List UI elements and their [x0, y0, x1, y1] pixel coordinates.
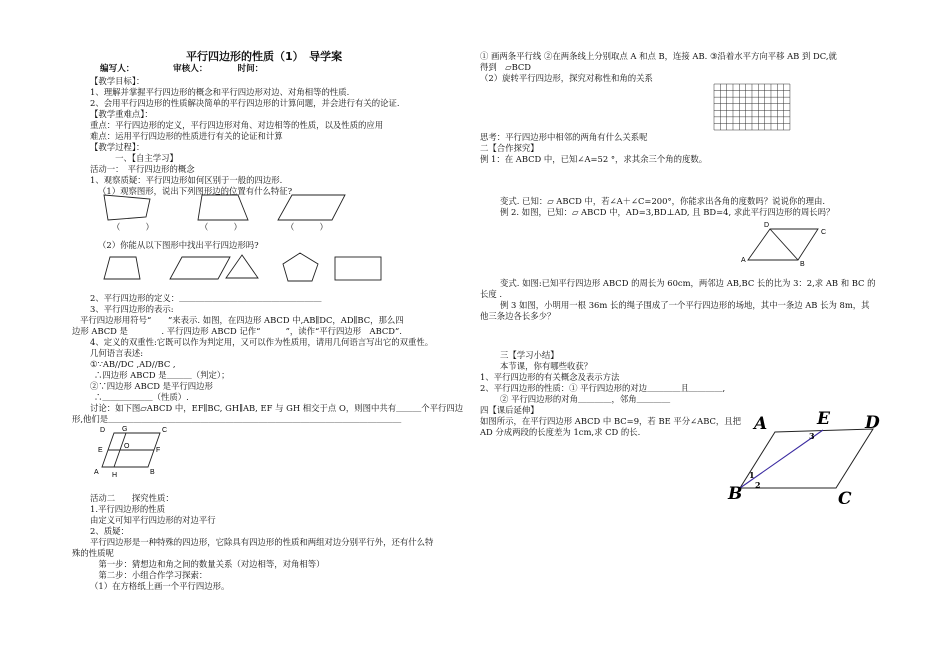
fig3-label-E: E: [817, 409, 830, 429]
fig-label-D: D: [100, 427, 106, 434]
fig-label-O: O: [124, 443, 130, 450]
answer-paren: （ ）: [200, 222, 242, 232]
text-line: 几何语言表述:: [90, 348, 144, 358]
fig2-label-C: C: [821, 229, 827, 236]
grid-paper: [714, 84, 804, 144]
text-line: 平行四边形是一种特殊的四边形，它除具有四边形的性质和两组对边分别平行外，还有什么特: [90, 537, 434, 547]
text-line: ∴四边形 ABCD 是＿＿＿（判定）；: [94, 370, 230, 380]
text-line: 1、平行四边形的有关概念及表示方法: [480, 372, 620, 382]
fig3-label-C: C: [838, 489, 852, 509]
shapes-row-2: [90, 250, 470, 290]
text-line: 2、会用平行四边形的性质解决简单的平行四边形的计算问题，并会进行有关的论证.: [90, 98, 400, 108]
fig3-angle-3: 3: [809, 431, 815, 441]
text-line: 重点：平行四边形的定义，平行四边形对角、对边相等的性质，以及性质的应用: [90, 120, 384, 130]
fig3-angle-1: 1: [749, 470, 755, 480]
text-line: 他三条边各长多少？: [480, 311, 556, 321]
text-line: 得到 ▱BCD: [480, 62, 531, 72]
fig3-label-B: B: [728, 484, 743, 504]
text-line: ①∵AB//DC ,AD//BC ,: [90, 359, 176, 369]
text-line: 1、理解并掌握平行四边形的概念和平行四边形对边、对角相等的性质.: [90, 87, 350, 97]
fig-label-H: H: [112, 472, 118, 479]
figure-parallelogram-efgh: [90, 420, 210, 480]
text-line: 边形 ABCD 是 . 平行四边形 ABCD 记作“ ”，读作“平行四边形 ABCD”.: [72, 326, 402, 336]
figure-homework: [720, 405, 900, 515]
text-line: 活动一： 平行四边形的概念: [90, 164, 195, 174]
fig3-label-D: D: [865, 413, 880, 433]
text-line: ②∵四边形 ABCD 是平行四边形: [90, 381, 213, 391]
fig2-label-B: B: [800, 261, 805, 268]
text-line: 长度 .: [480, 289, 503, 299]
text-line: 2、质疑：: [90, 526, 129, 536]
fig2-label-A: A: [741, 257, 746, 264]
fig-label-G: G: [122, 426, 128, 433]
fig-label-B: B: [150, 469, 155, 476]
text-line: 1.平行四边形的性质: [90, 504, 165, 514]
text-line: 1、观察质疑：平行四边形如何区别于一般的四边形.: [90, 175, 283, 185]
text-line: 讨论：如下图▱ABCD 中，EF∥BC, GH∥AB, EF 与 GH 相交于点 O，则图中共有＿＿＿个平行四边: [90, 403, 464, 413]
text-line: 平行四边形用符号“ ”来表示. 如图，在四边形 ABCD 中,AB∥DC，AD∥BC，那么四: [80, 315, 404, 325]
text-line: 3、平行四边形的表示:: [90, 304, 174, 314]
text-line: （1）观察图形，说出下列图形边的位置有什么特征?: [98, 186, 293, 196]
figure-example-2: [738, 218, 828, 270]
text-line: 一、【自主学习】: [90, 153, 178, 163]
fig-label-C: C: [162, 427, 168, 434]
text-line: （1）在方格纸上画一个平行四边形。: [90, 581, 230, 591]
text-line: 如图所示，在平行四边形 ABCD 中 BC=9，若 BE 平分∠ABC，且把: [480, 416, 742, 426]
text-line: 形,他们是＿＿＿＿＿＿＿＿＿＿＿＿＿＿＿＿＿＿＿＿＿＿＿＿＿＿＿＿＿＿＿＿＿＿＿: [72, 414, 402, 424]
fig-label-E: E: [98, 447, 103, 454]
text-line: AD 分成两段的长度差为 1cm,求 CD 的长.: [480, 427, 641, 437]
text-line: 2、平行四边形的性质：① 平行四边形的对边＿＿＿＿且＿＿＿＿,: [480, 383, 726, 393]
text-line: 【教学目标】：: [90, 76, 145, 86]
text-line: 四【课后延伸】: [480, 405, 539, 415]
text-line: 第二步：小组合作学习探索：: [90, 570, 208, 580]
text-line: 例 1：在 ABCD 中，已知∠A=52 °，求其余三个角的度数。: [480, 154, 708, 164]
text-line: 第一步：猜想边和角之间的数量关系（对边相等，对角相等）: [90, 559, 325, 569]
text-line: 变式. 如图:已知平行四边形 ABCD 的周长为 60cm，两邻边 AB,BC 长的比为 3：2,求 AB 和 BC 的: [500, 278, 876, 288]
text-line: 本节课，你有哪些收获？: [500, 361, 593, 371]
text-line: 殊的性质呢: [72, 548, 114, 558]
page-title: 平行四边形的性质（1） 导学案: [186, 50, 343, 63]
text-line: 【教学过程】：: [90, 142, 145, 152]
text-line: 由定义可知平行四边形的对边平行: [90, 515, 216, 525]
text-line: 2、平行四边形的定义：＿＿＿＿＿＿＿＿＿＿＿＿＿＿＿＿＿: [90, 293, 322, 303]
answer-paren: （ ）: [112, 222, 154, 232]
text-line: 例 3 如图，小明用一根 36m 长的绳子围成了一个平行四边形的场地，其中一条边 AB 长为 8m，其: [500, 300, 870, 310]
text-line: ① 画两条平行线 ②在两条线上分别取点 A 和点 B，连接 AB. ③沿着水平方向平移 AB 到 DC,就: [480, 51, 837, 61]
fig3-label-A: A: [754, 414, 768, 434]
text-line: （2）你能从以下图形中找出平行四边形吗?: [98, 240, 259, 250]
text-line: 三【学习小结】: [500, 350, 559, 360]
text-line: ∴＿＿＿＿＿＿（性质）.: [94, 392, 189, 402]
text-line: 变式. 已知：▱ ABCD 中，若∠A＋∠C=200°，你能求出各角的度数吗？说说你的理由.: [500, 196, 826, 206]
text-line: 二【合作探究】: [480, 143, 539, 153]
text-line: 4、定义的双重性:它既可以作为判定用，又可以作为性质用，请用几何语言写出它的双重性。: [90, 337, 434, 347]
fig3-angle-2: 2: [755, 480, 761, 490]
fig-label-A: A: [94, 469, 99, 476]
answer-paren: （ ）: [286, 222, 328, 232]
text-line: 难点：运用平行四边形的性质进行有关的论证和计算: [90, 131, 283, 141]
text-line: 活动二 探究性质：: [90, 493, 174, 503]
page-meta: 编写人： 审核人： 时间：: [100, 64, 264, 74]
text-line: 【教学重难点】：: [90, 109, 153, 119]
text-line: ② 平行四边形的对角＿＿＿＿，邻角＿＿＿＿: [500, 394, 671, 404]
text-line: 例 2. 如图，已知：▱ ABCD 中，AD=3,BD⊥AD, 且 BD=4, 求此平行四边形的周长吗？: [500, 207, 835, 217]
fig-label-F: F: [156, 447, 161, 454]
text-line: （2）旋转平行四边形，探究对称性和角的关系: [480, 73, 653, 83]
fig2-label-D: D: [764, 222, 770, 229]
text-line: 思考：平行四边形中相邻的两角有什么关系呢: [480, 132, 648, 142]
